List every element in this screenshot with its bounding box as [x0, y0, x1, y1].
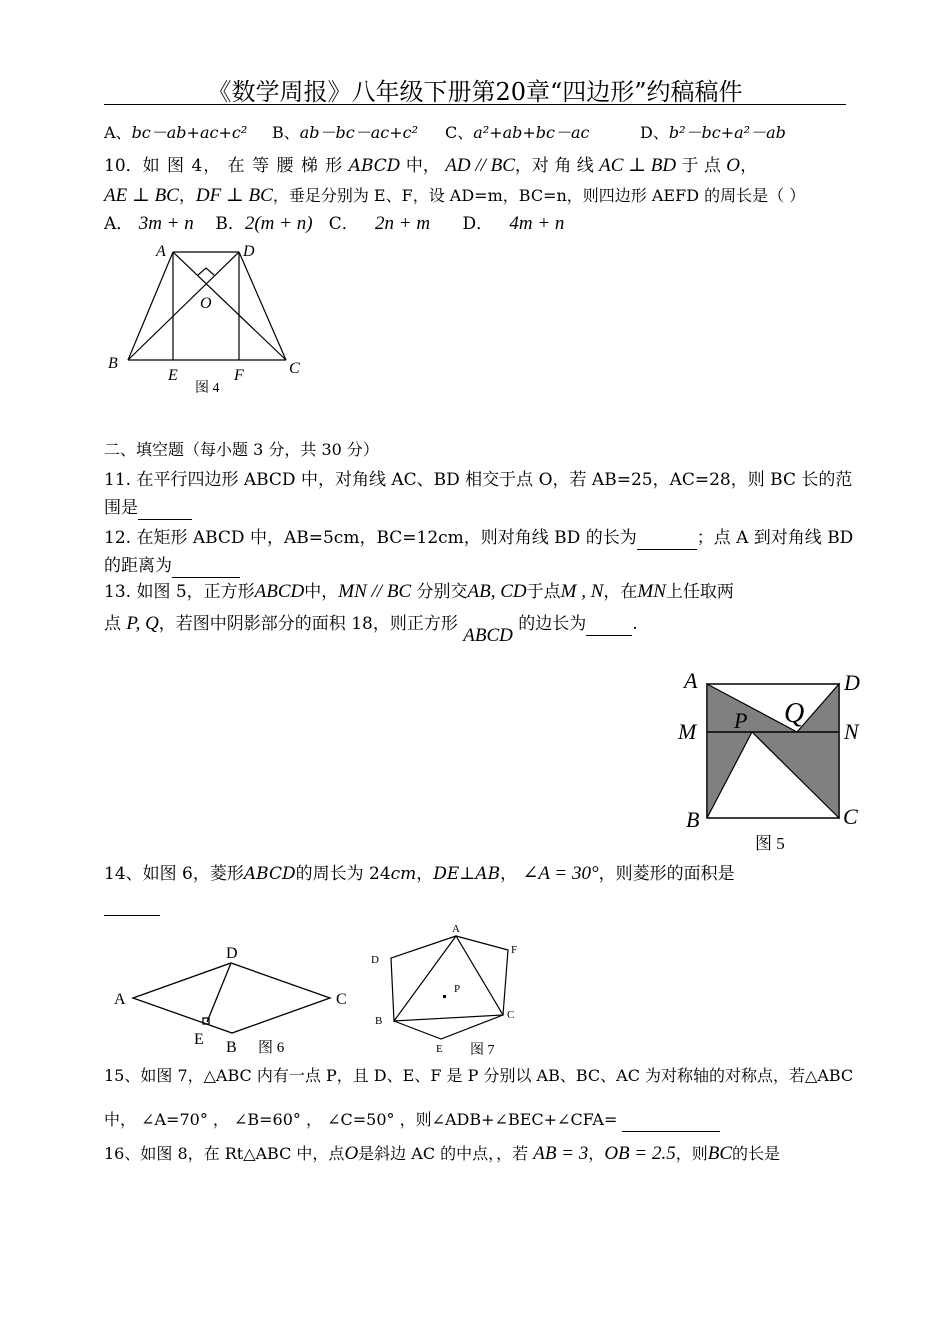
header-rule [104, 104, 846, 105]
fig5-label-p: P [734, 708, 748, 733]
q12-line1: 12. 在矩形 ABCD 中，AB=5cm，BC=12cm，则对角线 BD 的长为 ；点 A 到对角线 BD [104, 528, 854, 548]
fig5-label-q: Q [784, 698, 805, 729]
fig7-label-a: A [452, 923, 460, 935]
q16-line1: 16、如图 8，在 Rt△ABC 中，点O是斜边 AC 的中点，，若 AB = 3，OB = 2.5，则BC的长是 [104, 1143, 781, 1164]
fig6-label-b: B [226, 1039, 237, 1056]
fig7-label-c: C [507, 1009, 515, 1021]
fig5-label-a: A [684, 668, 698, 693]
fig4-label-d: D [243, 243, 255, 260]
fig5-label-d: D [844, 670, 860, 695]
fig6-label-e: E [194, 1031, 204, 1048]
fig6-label-a: A [114, 991, 126, 1008]
fig7-label-d: D [371, 954, 379, 966]
fig7-label-e: E [436, 1043, 443, 1055]
q15-line2: 中， ∠A=70° ， ∠B=60° ， ∠C=50° ，则∠ADB+∠BEC+∠CFA= [104, 1108, 846, 1132]
fig4-caption: 图 4 [195, 381, 220, 396]
q12-line2: 的距离为 [104, 554, 846, 578]
fig4-label-b: B [108, 355, 118, 372]
q14-line2 [104, 892, 846, 916]
q11-line1: 11. 在平行四边形 ABCD 中，对角线 AC、BD 相交于点 O，若 AB=25，AC=28，则 BC 长的范 [104, 470, 853, 490]
fig4-label-o: O [200, 295, 212, 312]
figure-5 [672, 662, 872, 857]
fig5-label-b: B [686, 807, 700, 832]
section-title: 二、填空题（每小题 3 分，共 30 分） [104, 440, 379, 459]
figure-7 [366, 918, 536, 1063]
q15-line1: 15、如图 7，△ABC 内有一点 P，且 D、E、F 是 P 分别以 AB、BC、AC 为对称轴的对称点，若△ABC [104, 1066, 854, 1085]
q13-line1: 13. 如图 5，正方形ABCD中，MN // BC 分别交AB, CD于点M , N，在MN上任取两 [104, 581, 734, 602]
fig5-caption: 图 5 [755, 834, 785, 853]
fig7-caption: 图 7 [470, 1043, 495, 1058]
q14-line1: 14、如图 6，菱形ABCD的周长为 24cm，DE⊥AB， ∠A = 30°，则菱形的面积是 [104, 863, 735, 884]
fig7-label-b: B [375, 1015, 383, 1027]
q10-line1: 10．如 图 4， 在 等 腰 梯 形 ABCD 中， AD // BC，对 角 线 AC ⊥ BD 于 点 O， [104, 155, 758, 176]
fig6-label-c: C [336, 991, 347, 1008]
q9-option-a: A、bc－ab+ac+c² [104, 123, 248, 142]
figure-6 [108, 938, 358, 1063]
q13-line2: 点 P, Q，若图中阴影部分的面积 18，则正方形 ABCD 的边长为 . [104, 613, 638, 646]
fig5-label-c: C [843, 804, 858, 829]
fig5-label-n: N [844, 719, 859, 744]
fig4-label-e: E [168, 367, 178, 384]
q9-option-d: D、b²－bc+a²－ab [640, 123, 786, 142]
fig7-label-f: F [511, 944, 518, 956]
fig4-label-c: C [289, 360, 300, 377]
fig6-caption: 图 6 [258, 1040, 285, 1056]
fig4-label-f: F [234, 367, 244, 384]
figure-4 [100, 238, 310, 398]
q10-options: A． 3m + n B．2(m + n) C． 2n + m D． 4m + n [104, 213, 565, 234]
q10-line2: AE ⊥ BC，DF ⊥ BC，垂足分别为 E、F，设 AD=m，BC=n，则四边形 AEFD 的周长是（ ） [104, 185, 806, 206]
q9-option-b: B、ab－bc－ac+c² [272, 123, 419, 142]
fig4-label-a: A [156, 243, 166, 260]
q11-line2: 围是 [104, 496, 846, 520]
fig7-label-p: P [454, 983, 461, 995]
fig5-label-m: M [678, 719, 697, 744]
fig6-label-d: D [226, 945, 238, 962]
page-title: 《数学周报》八年级下册第20章“四边形”约稿稿件 [207, 78, 743, 106]
q9-option-c: C、a²+ab+bc－ac [445, 123, 590, 142]
